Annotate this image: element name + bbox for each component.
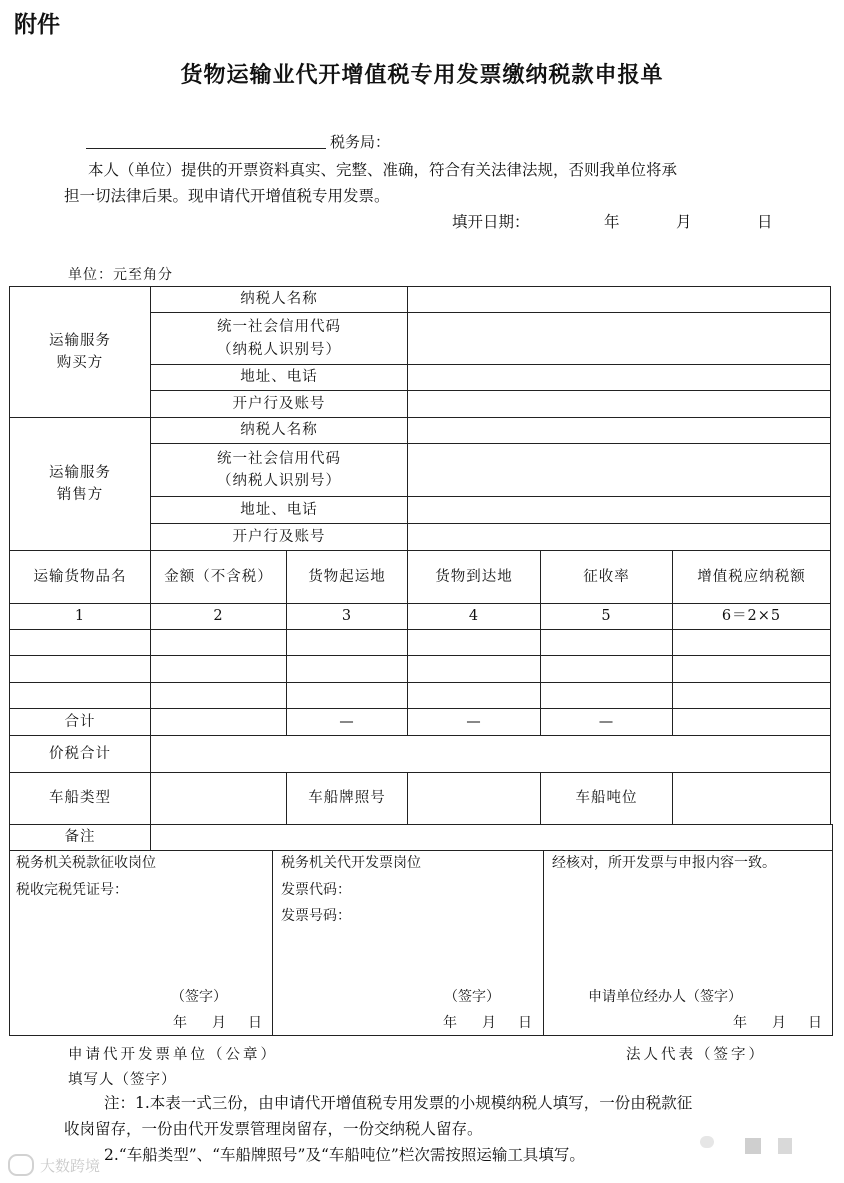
column-number-5: 5 (601, 608, 612, 625)
attachment-label: 附件 (14, 12, 60, 38)
note-1-line-2: 收岗留存，一份由代开发票管理岗留存，一份交纳税人留存。 (64, 1120, 483, 1138)
buyer-address-phone-label: 地址、电话 (240, 369, 318, 386)
col3-year: 年 (733, 1015, 747, 1031)
column-number-2: 2 (213, 608, 224, 625)
price-tax-total-label: 价税合计 (49, 745, 111, 762)
col2-month: 月 (482, 1015, 496, 1031)
total-origin-dash: — (339, 713, 355, 730)
blurred-mark (700, 1136, 714, 1148)
form-title: 货物运输业代开增值税专用发票缴纳税款申报单 (180, 63, 664, 88)
goods-header-vat: 增值税应纳税额 (697, 568, 806, 585)
legal-representative-label: 法人代表（签字） (626, 1047, 766, 1063)
col1-month: 月 (212, 1015, 226, 1031)
verification-statement: 经核对，所开发票与申报内容一致。 (552, 855, 776, 871)
fill-date-label: 填开日期： (452, 213, 530, 231)
remarks-label: 备注 (64, 829, 96, 846)
goods-header-origin: 货物起运地 (308, 568, 386, 585)
total-rate-dash: — (598, 713, 615, 730)
applicant-handler-signature: 申请单位经办人（签字） (588, 989, 742, 1005)
fill-date-day: 日 (757, 213, 773, 231)
col2-day: 日 (518, 1015, 532, 1031)
goods-header-name: 运输货物品名 (33, 568, 127, 585)
col3-month: 月 (772, 1015, 786, 1031)
column-number-1: 1 (74, 608, 86, 625)
fill-date-year: 年 (604, 213, 620, 231)
total-destination-dash: — (466, 713, 482, 730)
tax-collection-signature: （签字） (171, 989, 227, 1005)
col1-day: 日 (248, 1015, 262, 1031)
col2-year: 年 (443, 1015, 457, 1031)
watermark-logo-icon (8, 1154, 34, 1176)
goods-header-destination: 货物到达地 (435, 568, 513, 585)
column-number-4: 4 (468, 608, 480, 625)
currency-unit: 单位：元至角分 (68, 267, 173, 283)
note-2: 2.“车船类型”、“车船牌照号”及“车船吨位”栏次需按照运输工具填写。 (104, 1146, 585, 1164)
column-number-6: 6＝2×5 (721, 608, 782, 625)
note-1-line-1: 注：1.本表一式三份，由申请代开增值税专用发票的小规模纳税人填写，一份由税款征 (104, 1094, 693, 1112)
col3-day: 日 (808, 1015, 822, 1031)
watermark (8, 1154, 100, 1176)
invoice-issuing-post-title: 税务机关代开发票岗位 (281, 855, 421, 871)
tonnage-label: 车船吨位 (575, 790, 638, 807)
seller-group-label: 运输服务 销售方 (49, 464, 111, 503)
col1-year: 年 (173, 1015, 187, 1031)
declaration-line-1: 本人（单位）提供的开票资料真实、完整、准确，符合有关法律法规，否则我单位将承 (88, 161, 678, 179)
invoice-code-label: 发票代码： (281, 882, 351, 898)
buyer-credit-code-label: 统一社会信用代码 （纳税人识别号） (217, 319, 341, 358)
blurred-mark (745, 1138, 761, 1154)
buyer-taxpayer-name-label: 纳税人名称 (240, 291, 318, 308)
seller-address-phone-label: 地址、电话 (240, 501, 318, 518)
invoice-number-label: 发票号码： (281, 908, 351, 924)
bureau-suffix: 税务局： (330, 133, 391, 151)
blurred-mark (778, 1138, 792, 1154)
vehicle-type-label: 车船类型 (49, 790, 111, 807)
invoice-issuing-signature: （签字） (444, 989, 500, 1005)
fill-date-month: 月 (676, 213, 692, 231)
buyer-bank-account-label: 开户行及账号 (232, 395, 326, 412)
goods-header-amount: 金额（不含税） (164, 568, 273, 585)
applicant-seal-label: 申请代开发票单位（公章） (68, 1047, 278, 1063)
tax-collection-post-title: 税务机关税款征收岗位 (16, 855, 156, 871)
seller-bank-account-label: 开户行及账号 (232, 528, 326, 545)
total-label: 合计 (64, 713, 96, 730)
buyer-group-label: 运输服务 购买方 (49, 332, 111, 371)
seller-taxpayer-name-label: 纳税人名称 (240, 422, 318, 439)
watermark-text: 大数跨境 (40, 1156, 101, 1175)
plate-number-label: 车船牌照号 (308, 790, 386, 807)
seller-credit-code-label: 统一社会信用代码 （纳税人识别号） (217, 450, 341, 489)
declaration-line-2: 担一切法律后果。现申请代开增值税专用发票。 (64, 187, 390, 205)
goods-header-rate: 征收率 (583, 568, 630, 585)
filler-signature-label: 填写人（签字） (68, 1072, 177, 1088)
column-number-3: 3 (341, 608, 353, 625)
tax-receipt-number-label: 税收完税凭证号： (16, 882, 128, 898)
